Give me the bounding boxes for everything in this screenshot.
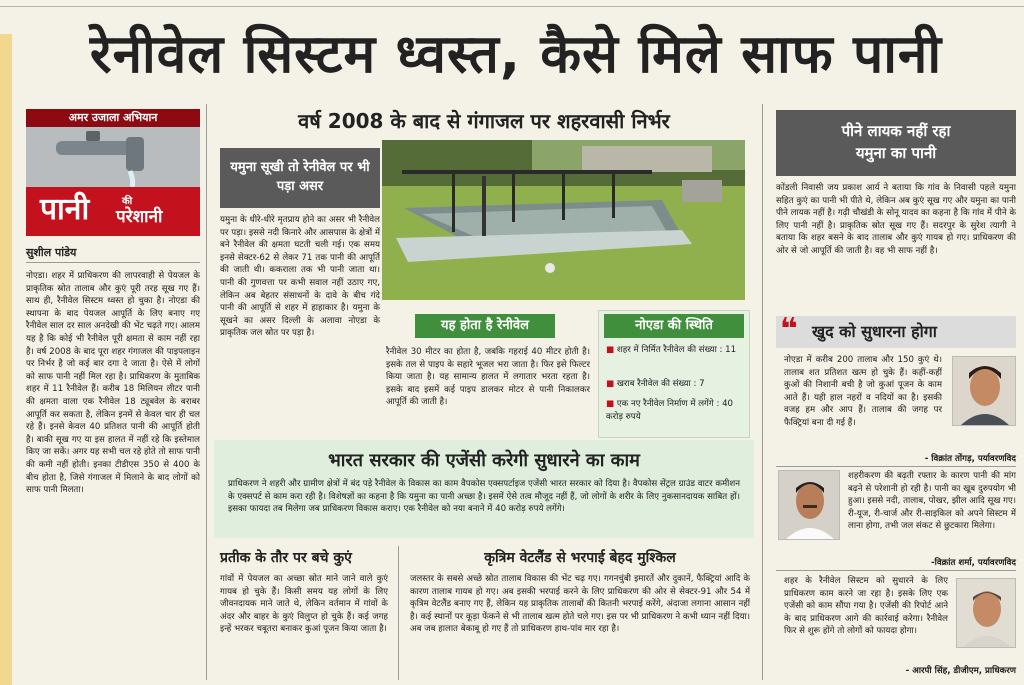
- symbol-heading: प्रतीक के तौर पर बचे कुएं: [220, 550, 352, 566]
- self-improve-heading: खुद को सुधारना होगा: [812, 322, 937, 341]
- yamuna-box-text: यमुना के धीरे-धीरे मृतप्राय होने का असर भी रैनीवेल पर पड़ा। इससे नदी किनारे और आसपास के क्षेत्रों में बने रैनीवेल की क्षमता घटती चली गई। एक समय इनसे सेक्टर-62 से लेकर 71 तक पानी की आपूर्ति की जाती थी। ककराला तक भी पानी जाता था। पानी की गुणवत्ता पर कभी सवाल नहीं उठाए गए, लेकिन अब बेहतर संसाधनों के दावे के बीच गंदे पानी की आपूर्ति से शहर में हाहाकार है। यमुना के सूखने का असर दिल्ली के अलावा नोएडा के प्राकृतिक जल स्रोत पर पड़ा है।: [220, 215, 380, 339]
- agency-heading: भारत सरकार की एजेंसी करेगी सुधारने का काम: [328, 450, 640, 471]
- column-divider-right: [762, 104, 763, 680]
- status-item-3: ■ एक नए रैनीवेल निर्माण में लगेंगे : 40 करोड़ रुपये: [606, 399, 734, 422]
- quote-3-text: शहर के रैनीवेल सिस्टम को सुधारने के लिए प्राधिकरण काम करने जा रहा है। इसके लिए एक एजेंसी को काम सौंपा गया है। एजेंसी की रिपोर्ट आने के बाद प्राधिकरण आगे की कार्रवाई करेगा। रैनीवेल फिर से शुरू होंगे तो लोगों को फायदा होगा।: [784, 576, 948, 637]
- main-headline: रेनीवेल सिस्टम ध्वस्त, कैसे मिले साफ पानी: [89, 24, 943, 85]
- yamuna-box-heading: यमुना सूखी तो रेनीवेल पर भी पड़ा असर: [220, 148, 380, 208]
- yamuna-water-text: कोंडली निवासी जय प्रकाश आर्य ने बताया कि गांव के निवासी पहले यमुना सहित कुएं का पानी भी पीते थे, लेकिन अब कुएं सूख गए और यमुना का पानी पीने लायक नहीं है। गढ़ी चौखंडी के सोनू यादव का कहना है कि गांव में पीने के लिए पानी नहीं है। प्राकृतिक स्रोत सूख गए हैं। सदरपुर के सुरेश त्यागी ने बताया कि शहर बसने के बाद तालाब और कुएं गायब हो गए। प्राधिकरण की ओर से जो आपूर्ति की जाती है। वह भी साफ नहीं है।: [776, 183, 1016, 256]
- yamuna-water-heading: पीने लायक नहीं रहा यमुना का पानी: [776, 110, 1016, 176]
- renewell-box-text: रैनीवेल 30 मीटर का होता है, जबकि गहराई 40 मीटर होती है। इसके तल से पाइप के सहारे भूजल भरा जाता है। फिर इसे फिल्टर किया जाता है। यह सामान्य हालत में लगातार भरता रहता है। इसके बाद इसमें कई पाइप डालकर मोटर से पानी निकालकर आपूर्ति की जाती है।: [386, 347, 590, 408]
- quote-3-attribution: - आरपी सिंह, डीजीएम, प्राधिकरण: [905, 666, 1016, 676]
- bullet-icon: ■: [606, 379, 617, 389]
- left-margin-strip: [0, 34, 12, 685]
- byline-rule: [26, 262, 200, 263]
- byline: सुशील पांडेय: [26, 246, 77, 259]
- campaign-logo: [26, 109, 200, 236]
- bullet-icon: ■: [606, 345, 617, 355]
- tap-icon: [26, 127, 200, 187]
- campaign-title: पानी: [40, 192, 90, 227]
- renewell-photo: [382, 140, 745, 300]
- portrait-2: [778, 470, 840, 540]
- campaign-small: की: [122, 196, 133, 207]
- quote-divider-2: [776, 570, 1016, 571]
- quote-1-text: नोएडा में करीब 200 तालाब और 150 कुएं थे। तालाब शत प्रतिशत खत्म हो चुके हैं। कहीं-कहीं कुओं की निशानी बची है जो कुआं पूजन के काम आते हैं। यही हाल नहरों व नदियों का है। इसकी वजह हम और आप हैं। तालाब की जगह पर फैक्ट्रियां बना दी गई हैं।: [784, 355, 942, 428]
- quote-2-attribution: -विक्रांत शर्मा, पर्यावरणविद: [931, 558, 1016, 568]
- campaign-sub: परेशानी: [116, 207, 163, 227]
- wetland-heading: कृत्रिम वेटलैंड से भरपाई बेहद मुश्किल: [484, 550, 676, 566]
- top-divider: [0, 6, 1024, 7]
- center-headline: वर्ष 2008 के बाद से गंगाजल पर शहरवासी निर्भर: [298, 109, 670, 133]
- bullet-icon: ■: [606, 399, 617, 409]
- portrait-1: [952, 356, 1016, 426]
- status-box-heading: नोएडा की स्थिति: [604, 314, 744, 338]
- quote-1-attribution: - विक्रांत तोंगड़, पर्यावरणविद: [924, 454, 1016, 464]
- portrait-3: [956, 578, 1016, 648]
- column-divider-mid: [398, 546, 399, 680]
- status-item-2: ■ खराब रैनीवेल की संख्या : 7: [606, 379, 705, 389]
- quote-divider-1: [776, 466, 1016, 467]
- quote-mark-icon: ❝: [780, 312, 798, 347]
- renewell-box-heading: यह होता है रेनीवेल: [415, 314, 555, 338]
- quote-2-text: शहरीकरण की बढ़ती रफ्तार के कारण पानी की मांग बढ़ने से परेशानी हो रही है। पानी का खूब दुरुपयोग भी हुआ। इससे नदी, तालाब, पोखर, झील आदि सूख गए। री-यूज, री-चार्ज और री-साइकिल को अपने सिस्टम में लाना होगा, तभी जल संकट से छुटकारा मिलेगा।: [848, 471, 1016, 532]
- status-item-1: ■ शहर में निर्मित रैनीवेल की संख्या : 11: [606, 345, 737, 355]
- symbol-text: गांवों में पेयजल का अच्छा स्रोत माने जाने वाले कुएं गायब हो चुके हैं। किसी समय यह लोगों के लिए जीवनदायक माने जाते थे, लेकिन वर्तमान में गांवों के अंदर और बाहर के कुएं विलुप्त हो चुके हैं। कई जगह इन्हें भरकर चबूतरा बनाकर कुआं पूजन किया जाता है।: [220, 574, 388, 635]
- lead-article-text: नोएडा। शहर में प्राधिकरण की लापरवाही से पेयजल के प्राकृतिक स्रोत तालाब और कुएं पूरी तरह सूख गए हैं। साथ ही, रैनीवेल सिस्टम ध्वस्त हो चुका है। नोएडा की स्थापना के बाद पेयजल आपूर्ति के लिए बनाए गए रैनीवेल साल दर साल अनदेखी की भेंट चढ़ते गए। आलम यह है कि कोई भी रैनीवेल पूरी क्षमता से काम नहीं रहा है। वर्ष 2008 के बाद पूरा शहर गंगाजल की पाइपलाइन पर निर्भर है जो कई बार दगा दे जाता है। ऐसे में लोगों को साफ पानी नहीं मिल रहा है। प्राधिकरण के मुताबिक शहर में 11 रैनीवेल हैं। करीब 18 मिलियन लीटर पानी की क्षमता वाला एक रैनीवेल 18 ट्यूबवेल के बराबर आपूर्ति कर सकता है, लेकिन इनमें से केवल चार ही चल रहे हैं। इनसे केवल 40 प्रतिशत पानी की आपूर्ति होती है। बाकी सूख गए या इस हालत में नहीं रहे कि इस्तेमाल किए जा सकें। अगर यह सभी चल रहे होते तो साफ पानी की कमी नहीं होती। इनका टीडीएस 350 से 400 के बीच होता है, जिसे गंगाजल में मिलाने के बाद लोगों को साफ पानी मिलता।: [26, 271, 200, 496]
- agency-text: प्राधिकरण ने शहरी और ग्रामीण क्षेत्रों में बंद पड़े रैनीवेल के विकास का काम वैपकोस एक्सपर्टाइज एजेंसी भारत सरकार को दिया है। वैपकोस सेंट्रल ग्राउंड वाटर कमीशन के एक्सपर्ट से काम करा रही है। विशेषज्ञों का कहना है कि यमुना का पानी अच्छा है। इसमें ऐसे तत्व मौजूद नहीं हैं, जो लोगों के शरीर के लिए नुकसानदायक साबित हों। इसका फायदा तब मिलेगा जब प्राधिकरण विकास कराए। एक रैनीवेल को नया बनाने में 40 करोड़ रुपये लगेंगे।: [228, 479, 740, 515]
- campaign-brand: अमर उजाला अभियान: [26, 109, 200, 127]
- wetland-text: जलस्तर के सबसे अच्छे स्रोत तालाब विकास की भेंट चढ़ गए। गगनचुंबी इमारतें और दुकानें, फैक्ट्रियां आदि के कारण तालाब गायब हो गए। अब इसकी भरपाई करने के लिए प्राधिकरण की ओर से सेक्टर-91 और 54 में कृत्रिम वेटलैंड बनाए गए हैं, लेकिन यह प्राकृतिक तालाबों की कितनी भरपाई करेंगे, अंदाजा लगाना आसान नहीं है। कई स्थानों पर कूड़ा फेंकने से भी तालाब खत्म होते चले गए। इस पर भी प्राधिकरण ने कभी ध्यान नहीं दिया। अब जब हालात बेकाबू हो गए हैं तो प्राधिकरण हाथ-पांव मार रहा है।: [410, 574, 750, 635]
- column-divider-left: [206, 104, 207, 680]
